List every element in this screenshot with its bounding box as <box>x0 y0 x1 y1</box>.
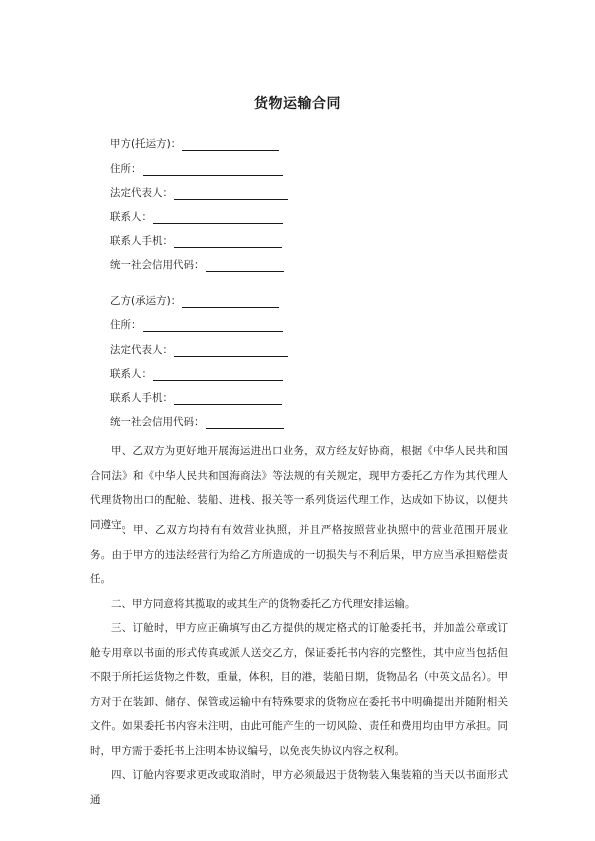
blank-line[interactable] <box>174 393 282 405</box>
field-label: 乙方(承运方)： <box>110 295 182 307</box>
blank-line[interactable] <box>153 369 283 381</box>
clause-paragraph: 三、订舱时，甲方应正确填写由乙方提供的规定格式的订舱委托书，并加盖公章或订舱专用章以书面的形式传真或派人送交乙方，保证委托书内容的完整性，其中应当包括但不限于所托运货物之件数，重量，体积，目的港，装船日期，货物品名（中英文品名）。甲方对于在装卸、储存、保管或运输中有特殊要求的货物应在委托书中明确提出并随附相关文件。如果委托书内容未注明，由此可能产生的一切风险、责任和费用均由甲方承担。同时，甲方需于委托书上注明本协议编号，以免丧失协议内容之权利。 <box>90 622 508 757</box>
blank-line[interactable] <box>206 260 284 272</box>
field-label: 统一社会信用代码： <box>110 259 205 271</box>
clause-paragraph: 四、订舱内容要求更改或取消时，甲方必须最迟于货物装入集装箱的当天以书面形式通 <box>90 769 508 806</box>
field-label: 联系人： <box>110 211 152 223</box>
blank-line[interactable] <box>143 164 283 176</box>
document-title: 货物运输合同 <box>254 96 341 112</box>
party-b-phone-field <box>110 391 282 405</box>
party-b-contact-field <box>110 367 283 381</box>
party-a-address-field <box>110 162 283 176</box>
field-label: 甲方(托运方)： <box>110 138 182 150</box>
field-label: 联系人手机： <box>110 235 173 247</box>
party-a-legal-rep-field <box>110 186 288 200</box>
field-label: 统一社会信用代码： <box>110 416 205 428</box>
clause-paragraph: 二、甲方同意将其揽取的或其生产的货物委托乙方代理安排运输。 <box>111 597 416 610</box>
party-b-legal-rep-field <box>110 343 288 357</box>
field-label: 住所： <box>110 319 142 331</box>
party-a-credit-code-field <box>110 258 284 272</box>
party-b-address-field <box>110 318 283 332</box>
blank-line[interactable] <box>174 345 288 357</box>
party-b-credit-code-field <box>110 415 284 429</box>
blank-line[interactable] <box>174 188 288 200</box>
blank-line[interactable] <box>182 296 279 308</box>
field-label: 联系人手机： <box>110 392 173 404</box>
clause-paragraph: 一、甲、乙双方均持有有效营业执照，并且严格按照营业执照中的营业范围开展业务。由于甲方的违法经营行为给乙方所造成的一切损失与不利后果，甲方应当承担赔偿责任。 <box>90 524 508 585</box>
blank-line[interactable] <box>206 417 284 429</box>
blank-line[interactable] <box>153 212 283 224</box>
party-b-name-field <box>110 294 279 308</box>
blank-line[interactable] <box>182 139 279 151</box>
field-label: 法定代表人： <box>110 344 173 356</box>
party-a-phone-field <box>110 234 282 248</box>
clauses-section <box>90 518 508 812</box>
blank-line[interactable] <box>143 320 283 332</box>
field-label: 住所： <box>110 163 142 175</box>
party-a-contact-field <box>110 210 283 224</box>
blank-line[interactable] <box>174 236 282 248</box>
field-label: 联系人： <box>110 368 152 380</box>
party-a-name-field <box>110 137 279 151</box>
preamble-paragraph: 甲、乙双方为更好地开展海运进出口业务，双方经友好协商，根据《中华人民共和国合同法》和《中华人民共和国海商法》等法规的有关规定，现甲方委托乙方作为其代理人代理货物出口的配舱、装船、进栈、报关等一系列货运代理工作，达成如下协议，以便共同遵守。 <box>90 445 508 531</box>
field-label: 法定代表人： <box>110 187 173 199</box>
